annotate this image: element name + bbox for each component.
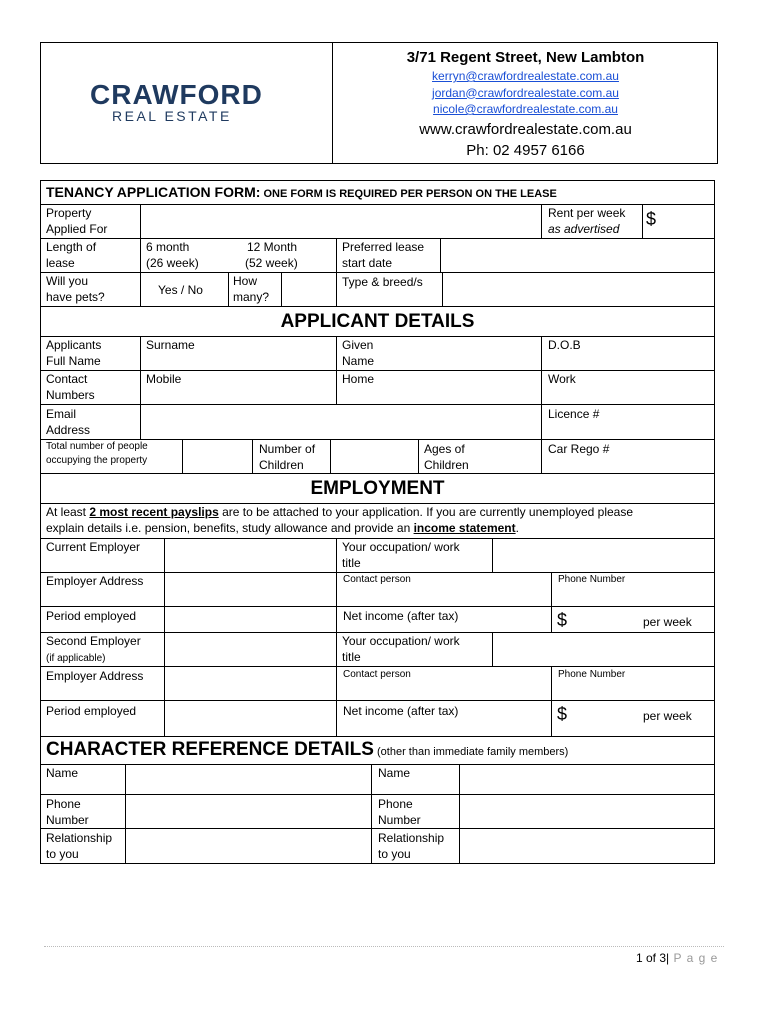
email-link-jordan[interactable]: jordan@crawfordrealestate.com.au xyxy=(432,85,619,100)
surname-field[interactable] xyxy=(140,336,336,370)
second-employer-field[interactable] xyxy=(164,632,336,666)
second-phone-number-label: Phone Number xyxy=(558,669,626,680)
grid-line xyxy=(336,538,337,736)
work-label: Work xyxy=(548,372,576,386)
contact-person-label: Contact person xyxy=(343,574,411,585)
property-field[interactable] xyxy=(140,204,541,238)
net-income-label: Net income (after tax) xyxy=(343,609,459,623)
employer-address-label: Employer Address xyxy=(46,574,144,588)
net-income-dollar: $ xyxy=(557,610,568,630)
second-per-week-label: per week xyxy=(643,709,692,723)
home-field[interactable] xyxy=(336,370,541,404)
email-label: Email Address xyxy=(46,407,91,437)
how-many-label: How many? xyxy=(233,274,270,304)
second-employer-address-field[interactable] xyxy=(164,666,336,700)
option-6-month[interactable]: 6 month (26 week) xyxy=(146,240,199,270)
type-breed-label: Type & breed/s xyxy=(342,275,423,289)
pref-start-field[interactable] xyxy=(440,238,714,272)
grid-line xyxy=(418,439,419,473)
phone-number-field[interactable] xyxy=(551,572,714,606)
grid-line xyxy=(371,764,372,864)
contact-numbers-label: Contact Numbers xyxy=(46,372,95,402)
type-breed-field[interactable] xyxy=(442,272,714,306)
logo-subtitle: REAL ESTATE xyxy=(112,108,232,124)
grid-line xyxy=(336,272,337,306)
ref2-name-field[interactable] xyxy=(459,764,714,794)
grid-line xyxy=(541,204,542,238)
office-address: 3/71 Regent Street, New Lambton xyxy=(406,49,645,66)
second-period-employed-label: Period employed xyxy=(46,704,137,718)
occupation-label: Your occupation/ work title xyxy=(342,540,460,570)
ref1-phone-field[interactable] xyxy=(125,794,371,828)
mobile-field[interactable] xyxy=(140,370,336,404)
given-name-field[interactable] xyxy=(336,336,541,370)
ref2-relationship-label: Relationship to you xyxy=(378,831,445,861)
period-employed-label: Period employed xyxy=(46,609,137,623)
website: www.crawfordrealestate.com.au xyxy=(419,120,632,138)
form-title: TENANCY APPLICATION FORM: ONE FORM IS REQUIRED PER PERSON ON THE LEASE xyxy=(46,184,557,200)
second-occupation-field[interactable] xyxy=(492,632,714,666)
ref1-phone-label: Phone Number xyxy=(46,797,89,827)
dob-field[interactable] xyxy=(541,336,714,370)
grid-line xyxy=(40,306,715,307)
ref2-phone-field[interactable] xyxy=(459,794,714,828)
rent-label: Rent per week as advertised xyxy=(548,206,626,236)
grid-line xyxy=(40,473,715,474)
licence-label: Licence # xyxy=(548,407,600,421)
second-employer-address-label: Employer Address xyxy=(46,669,144,683)
second-contact-person-field[interactable] xyxy=(336,666,551,700)
pets-yes-no[interactable]: Yes / No xyxy=(158,283,203,297)
page-indicator: 1 of 3| P a g e xyxy=(636,951,719,965)
total-occupants-label: Total number of people occupying the property xyxy=(46,441,148,466)
second-phone-number-field[interactable] xyxy=(551,666,714,700)
reference-section-title: CHARACTER REFERENCE DETAILS (other than immediate family members) xyxy=(46,739,569,760)
second-contact-person-label: Contact person xyxy=(343,669,411,680)
current-employer-field[interactable] xyxy=(164,538,336,572)
rent-field[interactable] xyxy=(642,204,714,238)
email-link-nicole[interactable]: nicole@crawfordrealestate.com.au xyxy=(433,102,618,116)
ref1-name-field[interactable] xyxy=(125,764,371,794)
car-rego-label: Car Rego # xyxy=(548,442,610,456)
period-employed-field[interactable] xyxy=(164,606,336,632)
footer-rule xyxy=(44,946,724,947)
employment-section-title: EMPLOYMENT xyxy=(310,478,445,499)
grid-line xyxy=(140,238,141,272)
logo-wordmark: CRAWFORD xyxy=(90,79,263,110)
second-net-income-dollar: $ xyxy=(557,704,568,724)
ref2-relationship-field[interactable] xyxy=(459,828,714,864)
phone: Ph: 02 4957 6166 xyxy=(466,141,585,159)
total-occupants-field[interactable] xyxy=(182,439,252,473)
ages-children-label: Ages of Children xyxy=(424,442,469,472)
rent-dollar: $ xyxy=(646,209,657,229)
pets-label: Will you have pets? xyxy=(46,274,105,304)
home-label: Home xyxy=(342,372,375,386)
length-label: Length of lease xyxy=(46,240,97,270)
num-children-label: Number of Children xyxy=(259,442,316,472)
employer-address-field[interactable] xyxy=(164,572,336,606)
second-net-income-label: Net income (after tax) xyxy=(343,704,459,718)
current-employer-label: Current Employer xyxy=(46,540,141,554)
ref2-name-label: Name xyxy=(378,766,411,780)
second-net-income-field[interactable] xyxy=(551,700,714,736)
ref1-relationship-label: Relationship to you xyxy=(46,831,113,861)
ref2-phone-label: Phone Number xyxy=(378,797,421,827)
property-label: Property Applied For xyxy=(46,206,108,236)
email-link-kerryn[interactable]: kerryn@crawfordrealestate.com.au xyxy=(432,69,619,83)
given-name-label: Given Name xyxy=(342,338,375,368)
work-field[interactable] xyxy=(541,370,714,404)
grid-line xyxy=(336,238,337,272)
how-many-field[interactable] xyxy=(281,272,335,306)
second-period-employed-field[interactable] xyxy=(164,700,336,736)
num-children-field[interactable] xyxy=(330,439,418,473)
applicant-section-title: APPLICANT DETAILS xyxy=(280,311,475,332)
payslip-note: At least 2 most recent payslips are to be attached to your application. If you are currently unemployed please explain details i.e. pension, benefits, study allowance and provide an income statement. xyxy=(46,505,634,535)
net-income-field[interactable] xyxy=(551,606,714,632)
email-field[interactable] xyxy=(140,404,541,439)
occupation-field[interactable] xyxy=(492,538,714,572)
contact-person-field[interactable] xyxy=(336,572,551,606)
car-rego-field[interactable] xyxy=(541,439,714,473)
option-12-month[interactable]: 12 Month (52 week) xyxy=(245,240,298,270)
ref1-name-label: Name xyxy=(46,766,79,780)
dob-label: D.O.B xyxy=(548,338,581,352)
phone-number-label: Phone Number xyxy=(558,574,626,585)
grid-line xyxy=(228,272,229,306)
header-contact xyxy=(333,48,718,161)
second-employer-label: Second Employer (if applicable) xyxy=(46,634,141,664)
ref1-relationship-field[interactable] xyxy=(125,828,371,864)
mobile-label: Mobile xyxy=(146,372,182,386)
full-name-label: Applicants Full Name xyxy=(46,338,102,368)
grid-line xyxy=(40,736,715,737)
grid-line xyxy=(252,439,253,473)
surname-label: Surname xyxy=(146,338,195,352)
pref-start-label: Preferred lease start date xyxy=(342,240,425,270)
licence-field[interactable] xyxy=(541,404,714,439)
logo xyxy=(90,80,280,126)
grid-line xyxy=(140,272,141,306)
per-week-label: per week xyxy=(643,615,692,629)
second-occupation-label: Your occupation/ work title xyxy=(342,634,460,664)
